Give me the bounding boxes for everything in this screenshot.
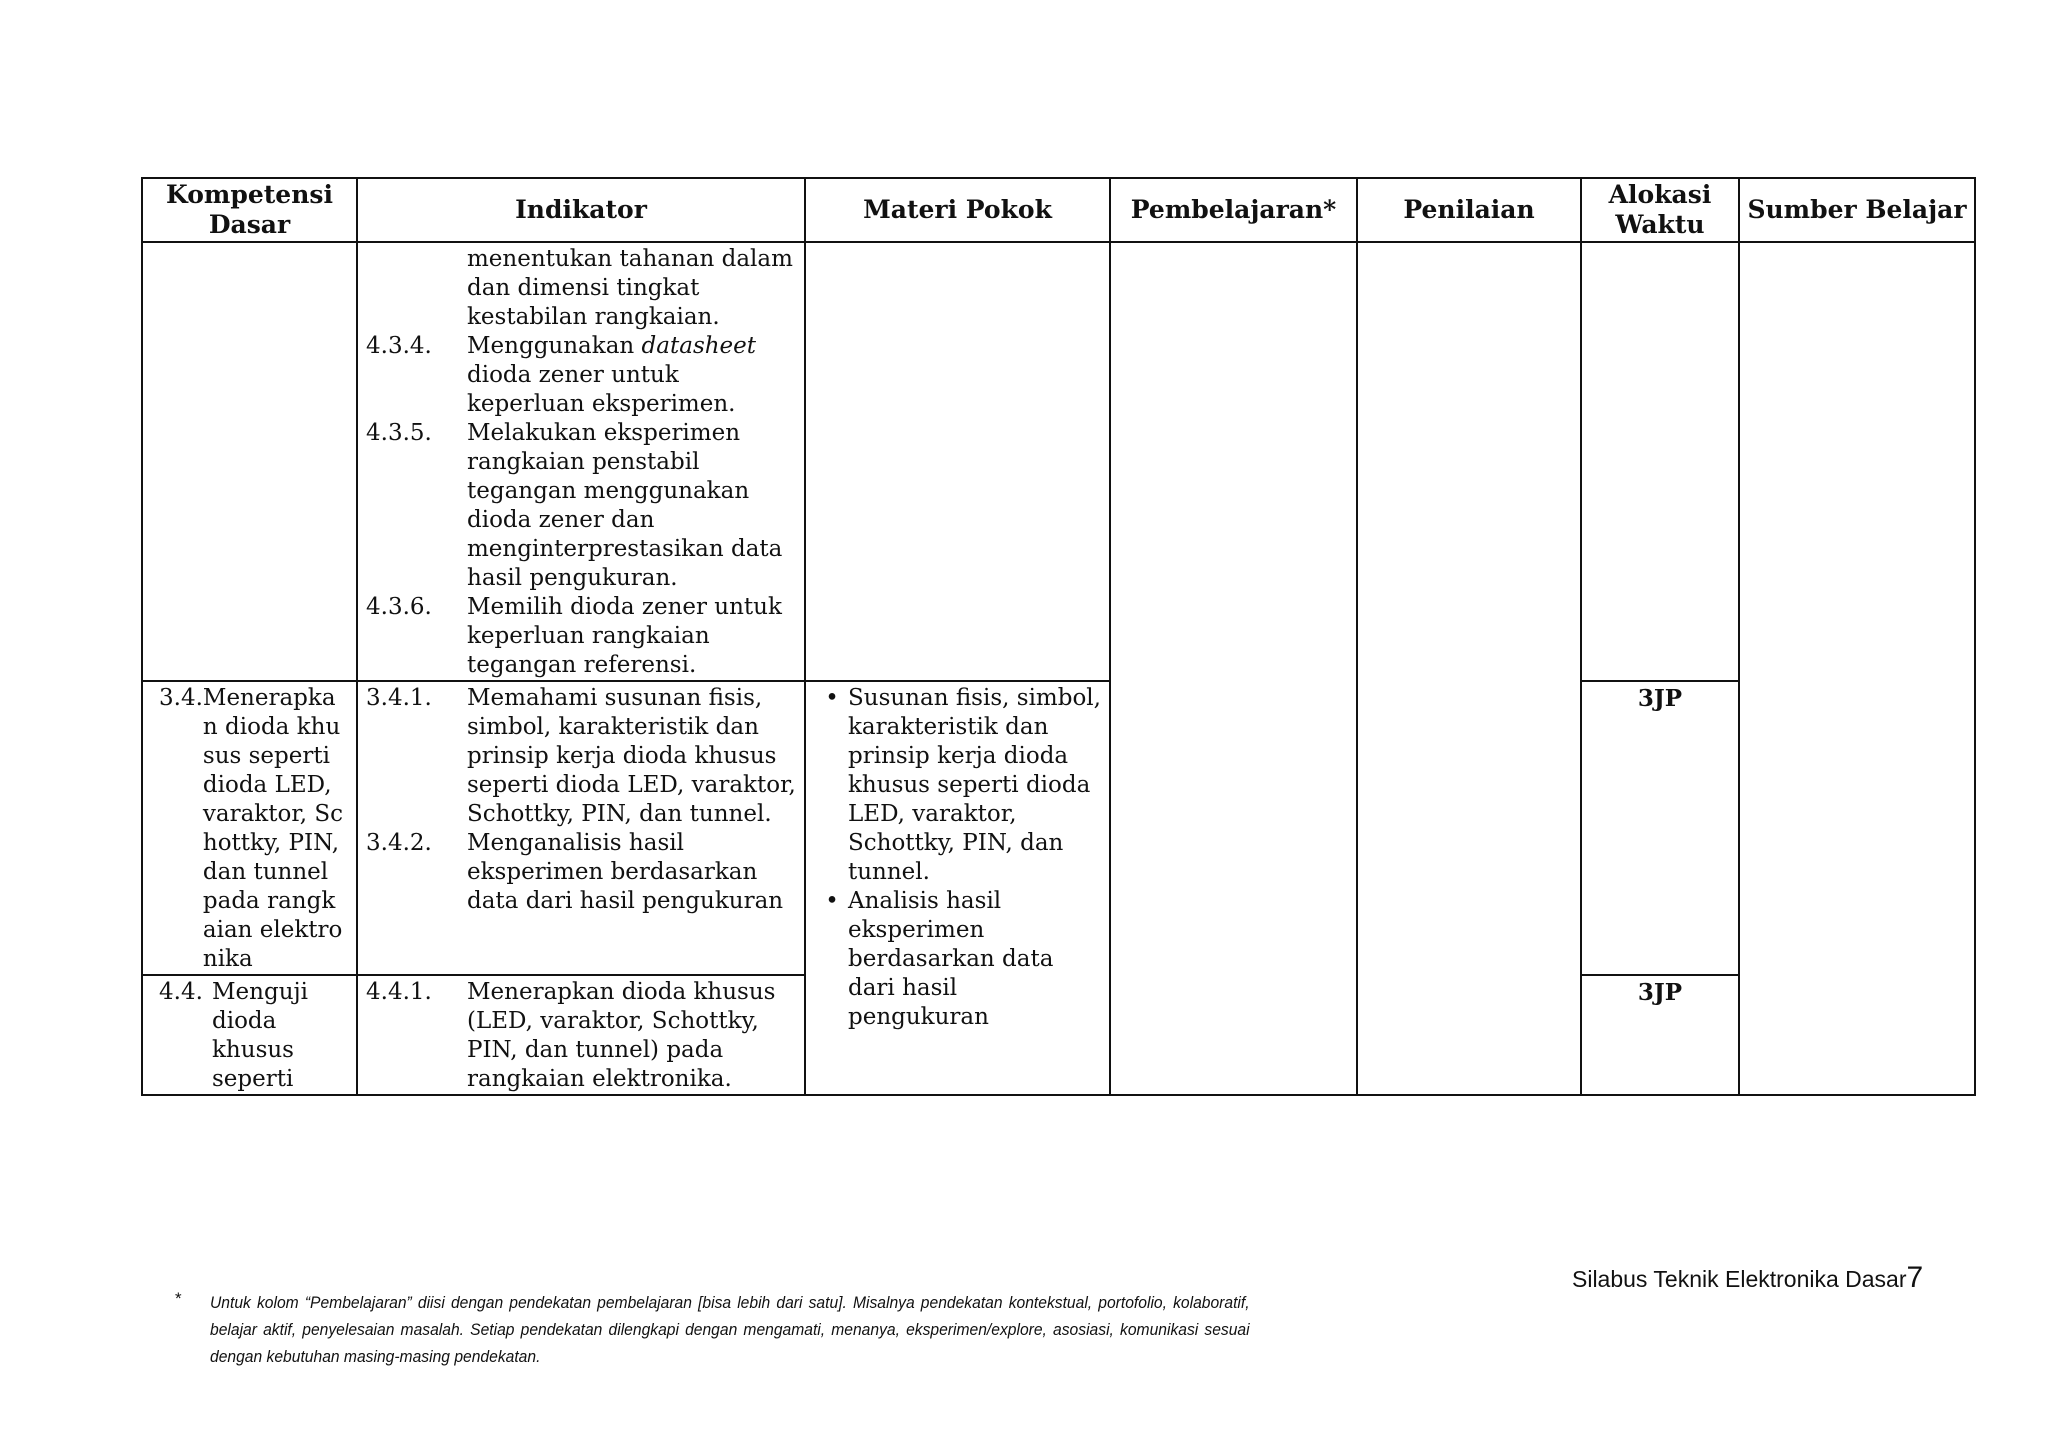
indikator-item: [366, 593, 796, 680]
indikator-item: [366, 684, 796, 829]
indikator-text: Menerapkan dioda khusus (LED, varaktor, Schottky, PIN, dan tunnel) pada rangkaian elektronika.: [467, 979, 776, 1092]
indikator-cell: [357, 975, 805, 1095]
materi-item: [816, 887, 1101, 1032]
table-row: [142, 681, 1975, 975]
indikator-text: Memahami susunan fisis, simbol, karakteristik dan prinsip kerja dioda khusus seperti dioda LED, varaktor, Schottky, PIN, dan tunnel.: [467, 685, 796, 827]
indikator-number: 3.4.1.: [366, 685, 432, 711]
materi-text: Susunan fisis, simbol, karakteristik dan prinsip kerja dioda khusus seperti dioda LED, varaktor, Schottky, PIN, dan tunnel.: [848, 685, 1101, 885]
table-row: [142, 242, 1975, 681]
indikator-number: 3.4.2.: [366, 830, 432, 856]
footnote-marker: *: [175, 1289, 182, 1308]
kd-cell: [142, 975, 357, 1095]
syllabus-table: [141, 177, 1976, 1096]
header-indikator: Indikator: [357, 178, 805, 242]
indikator-cell: [357, 242, 805, 681]
kd-number: 3.4.: [159, 685, 203, 711]
footer-document-title: Silabus Teknik Elektronika Dasar7: [1572, 1261, 1924, 1294]
pembelajaran-cell: [1110, 242, 1357, 1095]
indikator-item: [366, 978, 796, 1094]
header-sumber-belajar: Sumber Belajar: [1739, 178, 1975, 242]
kd-text: Menerapkan dioda khusus seperti dioda LED, varaktor, Schottky, PIN, dan tunnel pada rangkaian elektronika: [202, 685, 344, 972]
header-pembelajaran: Pembelajaran*: [1110, 178, 1357, 242]
indikator-text: Menggunakan datasheet dioda zener untuk keperluan eksperimen.: [467, 333, 757, 417]
indikator-text: Menganalisis hasil eksperimen berdasarkan data dari hasil pengukuran: [467, 830, 784, 914]
indikator-text: Melakukan eksperimen rangkaian penstabil tegangan menggunakan dioda zener dan menginterprestasikan data hasil pengukuran.: [467, 420, 783, 591]
bullet-icon: •: [825, 685, 839, 711]
header-materi-pokok: Materi Pokok: [805, 178, 1110, 242]
kd-cell: [142, 681, 357, 975]
alokasi-value: 3JP: [1637, 685, 1683, 712]
kd-number: 4.4.: [159, 979, 203, 1005]
indikator-cell: [357, 681, 805, 975]
datasheet-emphasis: datasheet: [641, 333, 757, 359]
kd-cell: [142, 242, 357, 681]
indikator-item: [366, 419, 796, 593]
materi-cell: [805, 242, 1110, 681]
indikator-item: [366, 829, 796, 916]
materi-cell: [805, 681, 1110, 1095]
footnote: [210, 1289, 1250, 1370]
indikator-number: 4.3.6.: [366, 594, 432, 620]
indikator-number: 4.4.1.: [366, 979, 432, 1005]
indikator-number: 4.3.5.: [366, 420, 432, 446]
alokasi-value: 3JP: [1637, 979, 1683, 1006]
table-header-row: [142, 178, 1975, 242]
header-penilaian: Penilaian: [1357, 178, 1581, 242]
alokasi-cell: [1581, 975, 1739, 1095]
materi-list: [816, 684, 1101, 1032]
page-number: 7: [1906, 1261, 1924, 1294]
penilaian-cell: [1357, 242, 1581, 1095]
sumber-cell: [1739, 242, 1975, 1095]
indikator-item: [366, 332, 796, 419]
alokasi-cell: [1581, 242, 1739, 681]
header-alokasi-waktu: Alokasi Waktu: [1581, 178, 1739, 242]
kd-text: Menguji dioda khusus seperti: [212, 979, 308, 1092]
materi-text: Analisis hasil eksperimen berdasarkan data dari hasil pengukuran: [848, 888, 1054, 1030]
materi-item: [816, 684, 1101, 887]
alokasi-cell: [1581, 681, 1739, 975]
indikator-number: 4.3.4.: [366, 333, 432, 359]
bullet-icon: •: [825, 888, 839, 914]
header-kompetensi-dasar: Kompetensi Dasar: [142, 178, 357, 242]
footnote-text: Untuk kolom “Pembelajaran” diisi dengan pendekatan pembelajaran [bisa lebih dari satu]. Misalnya pendekatan kontekstual, portofolio, kolaboratif, belajar aktif, penyelesaian masalah. Setiap pendekatan dilengkapi dengan mengamati, menanya, eksperimen/explore, asosiasi, komunikasi sesuai dengan kebutuhan masing-masing pendekatan.: [210, 1293, 1250, 1366]
indikator-text: Memilih dioda zener untuk keperluan rangkaian tegangan referensi.: [467, 594, 782, 678]
indikator-continuation: menentukan tahanan dalam dan dimensi tingkat kestabilan rangkaian.: [467, 246, 793, 330]
